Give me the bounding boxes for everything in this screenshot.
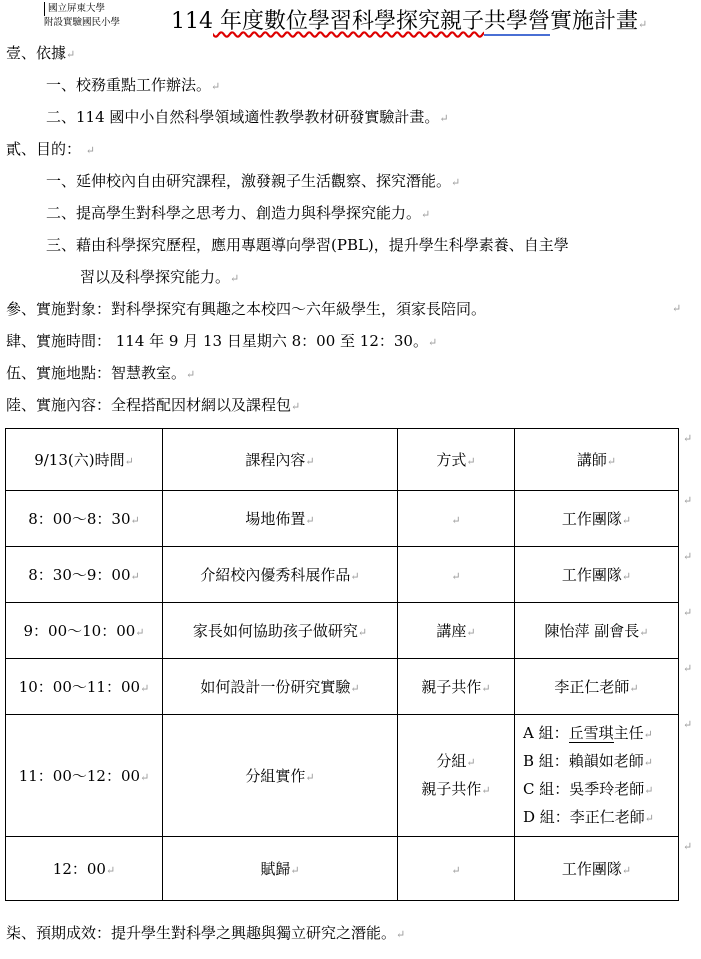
lecturer-group-d: D 組：李正仁老師↵: [523, 807, 655, 826]
row-lecturer: 工作團隊↵: [515, 491, 679, 547]
paragraph-mark-icon: ↵: [683, 662, 693, 675]
paragraph-mark-icon: ↵: [466, 626, 476, 639]
title-suffix: 實施計畫: [550, 9, 639, 34]
paragraph-mark-icon: ↵: [643, 727, 653, 741]
paragraph-mark-icon: ↵: [421, 208, 431, 221]
paragraph-mark-icon: ↵: [643, 755, 654, 769]
row-content: 介紹校內優秀科展作品↵: [163, 547, 398, 603]
paragraph-mark-icon: ↵: [230, 272, 240, 285]
paragraph-mark-icon: ↵: [451, 176, 461, 189]
paragraph-mark-icon: ↵: [672, 302, 682, 315]
section-2-item-3: 三、藉由科學探究歷程，應用專題導向學習(PBL)，提升學生科學素養、自主學: [46, 236, 569, 254]
table-row: [6, 603, 679, 659]
section-2-heading: 貳、目的： ↵: [6, 140, 96, 158]
paragraph-mark-icon: ↵: [305, 771, 315, 784]
paragraph-mark-icon: ↵: [211, 80, 221, 93]
row-content: 場地佈置↵: [163, 491, 398, 547]
row-method: [398, 837, 515, 901]
paragraph-mark-icon: ↵: [639, 626, 649, 639]
row-method: [398, 715, 515, 837]
paragraph-mark-icon: ↵: [683, 550, 693, 563]
paragraph-mark-icon: ↵: [644, 783, 654, 797]
page-title: [171, 8, 647, 39]
lecturer-group-a: A 組：丘雪琪主任↵: [523, 723, 653, 742]
paragraph-mark-icon: ↵: [85, 144, 96, 157]
paragraph-mark-icon: ↵: [290, 864, 300, 877]
paragraph-mark-icon: ↵: [466, 455, 476, 468]
paragraph-mark-icon: ↵: [451, 569, 461, 583]
row-lecturer: 工作團隊↵: [515, 547, 679, 603]
row-lecturer: 陳怡萍 副會長↵: [515, 603, 679, 659]
paragraph-mark-icon: ↵: [135, 626, 145, 639]
school-name-line1: 國立屏東大學: [44, 2, 120, 16]
title-underlined: 共學營: [484, 9, 551, 34]
row-time: 8：00～8：30↵: [6, 491, 163, 547]
paragraph-mark-icon: ↵: [105, 864, 116, 877]
table-row: [6, 659, 679, 715]
row-lecturer: 工作團隊↵: [515, 837, 679, 901]
section-7-outcome: 柒、預期成效：提升學生對科學之興趣與獨立研究之潛能。↵: [6, 924, 406, 942]
paragraph-mark-icon: ↵: [439, 112, 449, 125]
paragraph-mark-icon: ↵: [683, 718, 693, 731]
title-number: 114: [171, 9, 213, 34]
table-row: [6, 547, 679, 603]
paragraph-mark-icon: ↵: [683, 494, 693, 507]
paragraph-mark-icon: ↵: [130, 514, 140, 527]
paragraph-mark-icon: ↵: [186, 368, 196, 381]
paragraph-mark-icon: ↵: [683, 606, 693, 619]
paragraph-mark-icon: ↵: [350, 682, 360, 695]
row-time: 12：00↵: [6, 837, 163, 901]
paragraph-mark-icon: ↵: [350, 570, 360, 583]
section-3-target: 參、實施對象：對科學探究有興趣之本校四～六年級學生，須家長陪同。: [6, 300, 487, 318]
table-row: [6, 837, 679, 901]
paragraph-mark-icon: ↵: [130, 570, 140, 583]
paragraph-mark-icon: ↵: [683, 432, 693, 445]
paragraph-mark-icon: ↵: [481, 783, 491, 797]
section-1-item-2: 二、114 國中小自然科學領域適性教學教材研發實驗計畫。↵: [46, 108, 449, 126]
row-time: 10：00～11：00↵: [6, 659, 163, 715]
row-method: 親子共作↵: [398, 659, 515, 715]
title-prefix: 年度數位學習科學探究親子: [213, 9, 484, 34]
paragraph-mark-icon: ↵: [140, 771, 150, 784]
lecturer-group-b: B 組：賴韻如老師↵: [523, 751, 654, 770]
row-method: 講座↵: [398, 603, 515, 659]
paragraph-mark-icon: ↵: [621, 864, 632, 877]
paragraph-mark-icon: ↵: [305, 514, 315, 527]
section-1-heading: 壹、依據↵: [6, 44, 76, 62]
section-6-content: 陸、實施內容：全程搭配因材網以及課程包↵: [6, 396, 301, 414]
schedule-table: [5, 428, 679, 901]
row-content: 賦歸↵: [163, 837, 398, 901]
paragraph-mark-icon: ↵: [291, 400, 301, 413]
paragraph-mark-icon: ↵: [621, 570, 632, 583]
paragraph-mark-icon: ↵: [683, 840, 693, 853]
row-method: [398, 547, 515, 603]
paragraph-mark-icon: ↵: [638, 18, 648, 31]
paragraph-mark-icon: ↵: [451, 513, 461, 527]
row-content: 家長如何協助孩子做研究↵: [163, 603, 398, 659]
school-name-line2: 附設實驗國民小學: [44, 17, 121, 28]
paragraph-mark-icon: ↵: [305, 455, 315, 468]
section-2-item-1: 一、延伸校內自由研究課程，激發親子生活觀察、探究潛能。↵: [46, 172, 461, 190]
paragraph-mark-icon: ↵: [396, 928, 406, 941]
row-lecturer: 李正仁老師↵: [515, 659, 679, 715]
method-family: 親子共作↵: [421, 779, 491, 798]
section-5-location: 伍、實施地點：智慧教室。↵: [6, 364, 196, 382]
paragraph-mark-icon: ↵: [629, 682, 639, 695]
lecturer-a-name: 丘雪琪: [568, 723, 614, 742]
paragraph-mark-icon: ↵: [451, 863, 461, 877]
row-method: [398, 491, 515, 547]
row-lecturer: [515, 715, 679, 837]
school-name: [44, 2, 120, 30]
section-4-time: 肆、實施時間： 114 年 9 月 13 日星期六 8：00 至 12：30。↵: [6, 332, 438, 350]
table-row: [6, 491, 679, 547]
paragraph-mark-icon: ↵: [427, 336, 438, 349]
paragraph-mark-icon: ↵: [481, 682, 491, 695]
paragraph-mark-icon: ↵: [357, 626, 368, 639]
section-2-item-3-cont: 習以及科學探究能力。↵: [80, 268, 240, 286]
header-lecturer: 講師↵: [515, 429, 679, 491]
row-time: 11：00～12：00↵: [6, 715, 163, 837]
section-1-item-1: 一、校務重點工作辦法。↵: [46, 76, 221, 94]
row-content: 分組實作↵: [163, 715, 398, 837]
lecturer-group-c: C 組：吳季玲老師↵: [523, 779, 654, 798]
section-2-item-2: 二、提高學生對科學之思考力、創造力與科學探究能力。↵: [46, 204, 431, 222]
paragraph-mark-icon: ↵: [466, 755, 476, 769]
header-content: 課程內容↵: [163, 429, 398, 491]
header-time: 9/13(六)時間↵: [6, 429, 163, 491]
table-header-row: [6, 429, 679, 491]
paragraph-mark-icon: ↵: [621, 514, 632, 527]
row-time: 8：30～9：00↵: [6, 547, 163, 603]
paragraph-mark-icon: ↵: [66, 48, 76, 61]
method-group: 分組↵: [436, 751, 476, 770]
paragraph-mark-icon: ↵: [124, 455, 134, 468]
table-row: [6, 715, 679, 837]
header-method: 方式↵: [398, 429, 515, 491]
paragraph-mark-icon: ↵: [606, 455, 617, 468]
row-content: 如何設計一份研究實驗↵: [163, 659, 398, 715]
row-time: 9：00～10：00↵: [6, 603, 163, 659]
paragraph-mark-icon: ↵: [140, 682, 150, 695]
paragraph-mark-icon: ↵: [644, 811, 655, 825]
